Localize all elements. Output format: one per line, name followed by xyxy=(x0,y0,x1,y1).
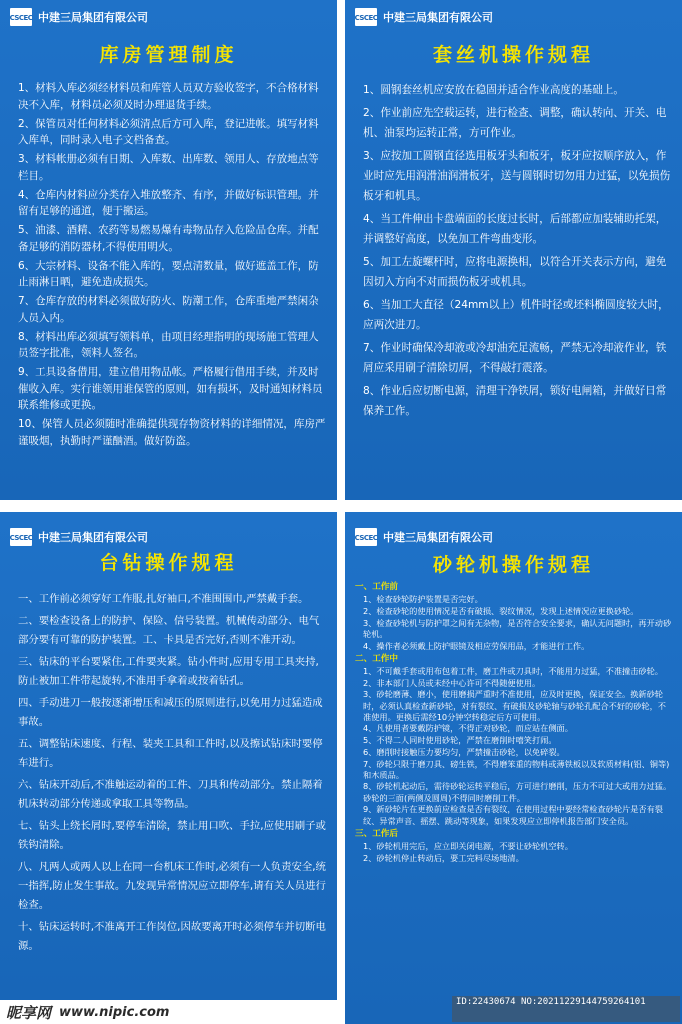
image-id-label: ID:22430674 NO:20211229144759264101 xyxy=(452,996,680,1022)
panel-title: 台钻操作规程 xyxy=(99,552,238,574)
rule-item: 3、应按加工圆钢直径选用板牙头和板牙，板牙应按顺序放入，作业时应先用润滑油润滑板牙，送与圆钢时切勿用力过猛，以免损伤板牙和机具。 xyxy=(363,150,671,202)
rule-item: 1、材料入库必须经材料员和库管人员双方验收签字，不合格材料决不入库，材料员必须及时办理退货手续。 xyxy=(18,82,319,111)
rule-item: 6、大宗材料、设备不能入库的，要点清数量，做好遮盖工作，防止雨淋日晒，避免造成损失。 xyxy=(18,259,319,288)
rule-item: 三、钻床的平台要紧住,工件要夹紧。钻小件时,应用专用工具夹持,防止被加工件带起旋转,不准用手拿着或按着钻孔。 xyxy=(18,656,319,687)
company-name: 中建三局集团有限公司 xyxy=(38,11,148,24)
company-header xyxy=(10,528,148,546)
rules-list xyxy=(18,590,327,959)
section-list xyxy=(355,841,674,864)
rule-item: 十、钻床运转时,不准离开工作岗位,因故要离开时必须停车并切断电源。 xyxy=(18,921,326,952)
panel-title: 套丝机操作规程 xyxy=(432,44,594,66)
rule-item: 6、当加工大直径（24mm以上）机件时径或坯料椭圆度较大时，应两次进刀。 xyxy=(363,299,669,331)
company-name: 中建三局集团有限公司 xyxy=(383,11,493,24)
rule-item: 8、砂轮机起动后，需待砂轮运转平稳后，方可进行磨削，压力不可过大或用力过猛。砂轮的三面(两侧及圆周)不得同时磨削工件。 xyxy=(363,781,672,803)
rule-item: 6、磨削时接触压力要均匀，严禁撞击砂轮，以免碎裂。 xyxy=(363,746,565,757)
rules-list xyxy=(355,580,674,864)
bench-drill-panel xyxy=(0,512,337,1000)
rule-item: 1、检查砂轮防护装置是否完好。 xyxy=(363,594,483,605)
rule-item: 2、砂轮机停止转动后，要工完料尽场地清。 xyxy=(363,852,524,863)
company-logo: CSCEC xyxy=(10,8,32,26)
rule-item: 9、新砂轮片在更换前应检查是否有裂纹，在使用过程中要经常检查砂轮片是否有裂纹、异常声音、摇摆、跳动等现象，如果发现应立即停机报告部门安全员。 xyxy=(363,804,663,826)
rule-item: 4、仓库内材料应分类存入堆放整齐、有序，并做好标识管理。并留有足够的通道，便于搬运。 xyxy=(18,188,319,217)
panel-title: 库房管理制度 xyxy=(99,44,238,66)
rule-item: 2、检查砂轮的使用情况是否有破损、裂纹情况，发现上述情况应更换砂轮。 xyxy=(363,605,639,616)
section-list xyxy=(355,666,674,827)
section-heading: 三、工作后 xyxy=(355,828,398,839)
rule-item: 2、保管员对任何材料必须清点后方可入库，登记进帐。填写材料入库单，同时录入电子文档备查。 xyxy=(18,117,319,146)
rule-item: 8、作业后应切断电源，清理干净铁屑，锁好电闸箱，并做好日常保养工作。 xyxy=(363,385,667,417)
section-heading: 二、工作中 xyxy=(355,653,398,664)
rule-item: 10、保管人员必须随时准确提供现存物资材料的详细情况，库房严谨吸烟，执勤时严谨酗酒。做好防盗。 xyxy=(18,418,326,447)
company-header xyxy=(10,8,148,26)
rule-item: 3、砂轮磨薄、磨小，使用磨损严重时不准使用，应及时更换，保证安全。换新砂轮时，必须认真检查新砂轮，对有裂纹、有破损及砂轮轴与砂轮孔配合不好的砂轮，不准使用。更换后需经10分钟空转稳定后方可使用。 xyxy=(363,689,666,722)
company-name: 中建三局集团有限公司 xyxy=(38,531,148,544)
threading-machine-panel xyxy=(345,0,682,500)
panel-title: 砂轮机操作规程 xyxy=(432,554,594,576)
rule-item: 2、非本部门人员或未经中心许可不得随便使用。 xyxy=(363,677,541,688)
rule-item: 六、钻床开动后,不准触运动着的工件、刀具和传动部分。禁止隔着机床转动部分传递或拿取工具等物品。 xyxy=(18,779,323,810)
company-header xyxy=(355,8,493,26)
rule-item: 二、要检查设备上的防护、保险、信号装置。机械传动部分、电气部分要有可靠的防护装置。工、卡具是否完好,否则不准开动。 xyxy=(18,615,320,646)
rule-item: 1、砂轮机用完后，应立即关闭电源，不要让砂轮机空转。 xyxy=(363,840,573,851)
section-heading: 一、工作前 xyxy=(355,582,398,592)
company-logo: CSCEC xyxy=(355,528,377,546)
section-list xyxy=(355,594,674,652)
rule-item: 4、操作者必须戴上防护眼镜及相应劳保用品，才能进行工作。 xyxy=(363,640,590,651)
watermark-logo: 昵享网 xyxy=(6,1003,52,1022)
rule-item: 7、作业时确保冷却液或冷却油充足流畅，严禁无冷却液作业，铁屑应采用刷子清除切屑，不得敲打震落。 xyxy=(363,342,667,374)
company-logo: CSCEC xyxy=(10,528,32,546)
rule-item: 9、工具设备借用，建立借用物品帐。严格履行借用手续，并及时催收入库。实行谁领用谁保管的原则，如有损坏，及时通知材料员联系维修或更换。 xyxy=(18,366,323,411)
rule-item: 5、加工左旋螺杆时，应将电源换相，以符合开关表示方向，避免因切入方向不对而损伤板牙或机具。 xyxy=(363,256,667,288)
company-name: 中建三局集团有限公司 xyxy=(383,531,493,544)
rule-item: 7、砂轮只限于磨刀具、磅生铁，不得磨笨重的物料或薄铁板以及软质材料(铝、铜等)和木质品。 xyxy=(363,758,670,780)
rule-item: 4、当工件伸出卡盘端面的长度过长时，后部都应加装辅助托架，并调整好高度，以免加工件弯曲变形。 xyxy=(363,213,667,245)
grinder-panel xyxy=(345,512,682,1024)
rule-item: 1、圆钢套丝机应安放在稳固并适合作业高度的基础上。 xyxy=(363,84,624,96)
warehouse-rules-panel xyxy=(0,0,337,500)
rule-item: 八、凡两人或两人以上在同一台机床工作时,必须有一人负责安全,统一指挥,防止发生事故。九发现异常情况应立即停车,请有关人员进行检查。 xyxy=(18,861,326,911)
watermark-bar xyxy=(0,1000,345,1024)
watermark-url: www.nipic.com xyxy=(59,1004,170,1020)
rule-item: 7、仓库存放的材料必须做好防火、防潮工作，仓库重地严禁闲杂人员入内。 xyxy=(18,295,319,324)
rule-item: 8、材料出库必须填写领料单，由项目经理指明的现场施工管理人员签字批准，领料人签名。 xyxy=(18,330,319,359)
rule-item: 4、凡使用者要戴防护镜，不得正对砂轮，而应站在侧面。 xyxy=(363,723,573,734)
rule-item: 5、不得二人同时使用砂轮，严禁在磨削时嘻笑打闹。 xyxy=(363,735,557,746)
rule-item: 1、不可戴手套或用布包着工件，磨工件或刀具时，不能用力过猛，不准撞击砂轮。 xyxy=(363,665,663,676)
rule-item: 一、工作前必须穿好工作服,扎好袖口,不准围围巾,严禁戴手套。 xyxy=(18,593,309,605)
rule-item: 5、油漆、酒精、农药等易燃易爆有毒物品存入危险品仓库。并配备足够的消防器材,不得使用明火。 xyxy=(18,224,319,253)
company-logo: CSCEC xyxy=(355,8,377,26)
rules-list xyxy=(363,80,672,424)
rule-item: 七、钻头上绕长屑时,要停车清除，禁止用口吹、手拉,应使用刷子或铁钩清除。 xyxy=(18,820,326,851)
rule-item: 3、检查砂轮机与防护罩之间有无杂物，是否符合安全要求，确认无问题时，再开动砂轮机。 xyxy=(363,617,672,639)
company-header xyxy=(355,528,493,546)
rule-item: 3、材料帐册必须有日期、入库数、出库数、领用人、存放地点等栏目。 xyxy=(18,153,319,182)
rule-item: 2、作业前应先空载运转，进行检查、调整，确认转向、开关、电机、油泵均运转正常，方可作业。 xyxy=(363,107,667,139)
rules-list xyxy=(18,80,327,452)
rule-item: 五、调整钻床速度、行程、装夹工具和工件时,以及擦试钻床时要停车进行。 xyxy=(18,738,323,769)
rule-item: 四、手动进刀一般按逐渐增压和减压的原则进行,以免用力过猛造成事故。 xyxy=(18,697,323,728)
